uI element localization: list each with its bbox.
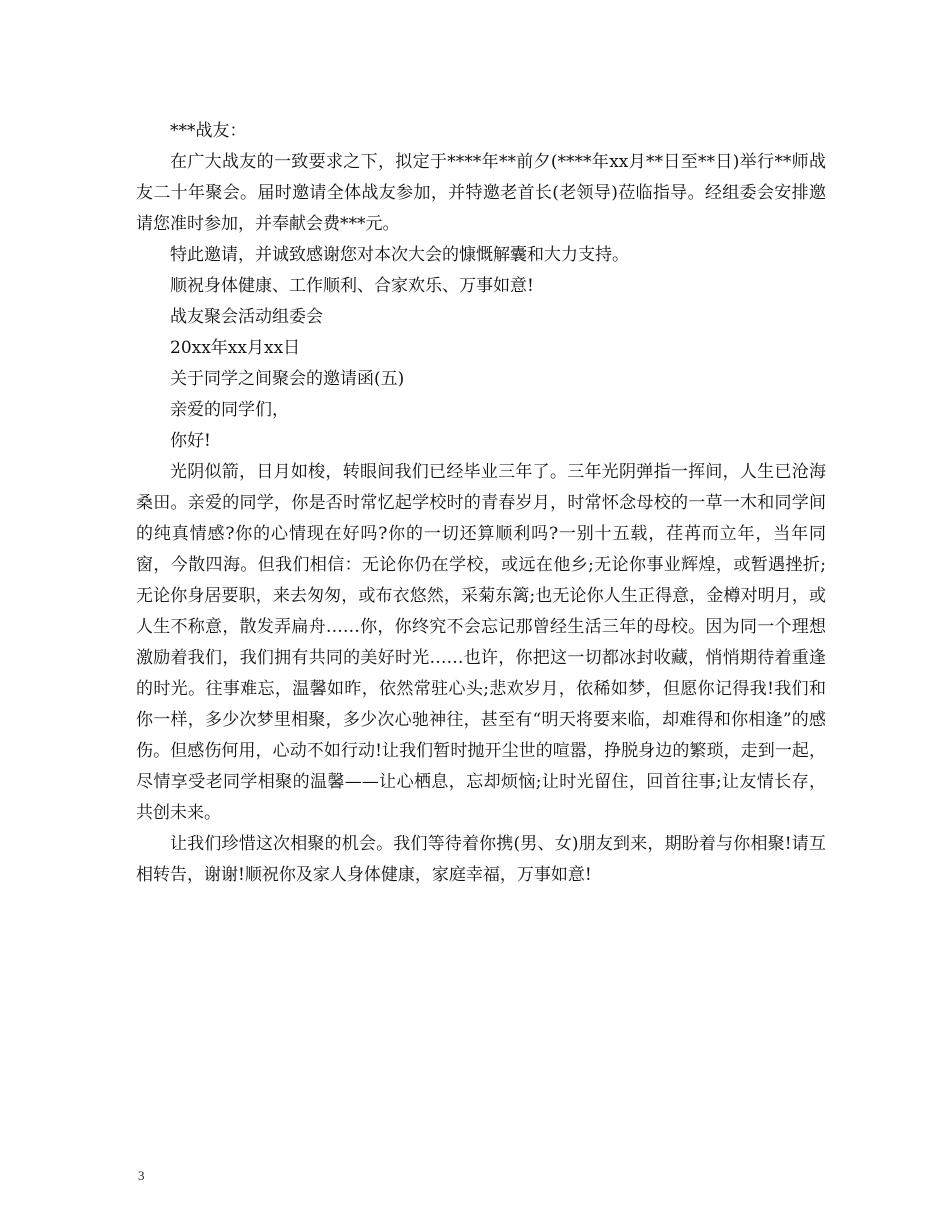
signature-date: 20xx年xx月xx日 (170, 338, 301, 358)
paragraph-wishes: 顺祝身体健康、工作顺利、合家欢乐、万事如意! (170, 276, 534, 296)
document-body (136, 116, 826, 891)
salutation: ***战友： (170, 121, 247, 141)
greeting-hello: 你好! (170, 431, 211, 451)
paragraph-invitation: 在广大战友的一致要求之下，拟定于****年**前夕(****年xx月**日至**日)举行**师战友二十年聚会。届时邀请全体战友参加，并特邀老首长(老领导)莅临指导。经组委会安排邀请您准时参加，并奉献会费***元。 (136, 152, 826, 234)
signature-organizer: 战友聚会活动组委会 (170, 307, 323, 327)
paragraph-closing: 让我们珍惜这次相聚的机会。我们等待着你携(男、女)朋友到来，期盼着与你相聚!请互相转告，谢谢!顺祝你及家人身体健康，家庭幸福，万事如意! (136, 834, 826, 885)
page-number: 3 (138, 1168, 145, 1183)
section-title: 关于同学之间聚会的邀请函(五) (170, 369, 405, 389)
paragraph-thanks: 特此邀请，并诚致感谢您对本次大会的慷慨解囊和大力支持。 (170, 245, 629, 265)
paragraph-main: 光阴似箭，日月如梭，转眼间我们已经毕业三年了。三年光阴弹指一挥间，人生已沧海桑田。亲爱的同学，你是否时常忆起学校时的青春岁月，时常怀念母校的一草一木和同学间的纯真情感?你的心情现在好吗?你的一切还算顺利吗?一别十五载，荏苒而立年，当年同窗，今散四海。但我们相信：无论你仍在学校，或远在他乡;无论你事业辉煌，或暂遇挫折;无论你身居要职，来去匆匆，或布衣悠然，采菊东篱;也无论你人生正得意，金樽对明月，或人生不称意，散发弄扁舟……你，你终究不会忘记那曾经生活三年的母校。因为同一个理想激励着我们，我们拥有共同的美好时光……也许，你把这一切都冰封收藏，悄悄期待着重逢的时光。往事难忘，温馨如昨，依然常驻心头;悲欢岁月，依稀如梦，但愿你记得我!我们和你一样，多少次梦里相聚，多少次心驰神往，甚至有“明天将要来临，却难得和你相逢”的感伤。但感伤何用，心动不如行动!让我们暂时抛开尘世的喧嚣，挣脱身边的繁琐，走到一起，尽情享受老同学相聚的温馨——让心栖息，忘却烦恼;让时光留住，回首往事;让友情长存，共创未来。 (136, 462, 826, 823)
greeting-classmates: 亲爱的同学们， (170, 400, 289, 420)
